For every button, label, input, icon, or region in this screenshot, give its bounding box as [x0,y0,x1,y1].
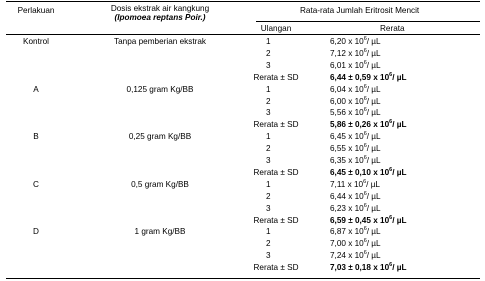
erythrocyte-value: 6,44 x $10^6/$ µL [330,190,381,201]
ulangan-value: 3 [266,203,271,213]
ulangan-value: 1 [266,132,271,142]
summary-value: 6,45 ± 0,10 x $10^6/$ µL [330,166,407,177]
dosis-label: 0,5 gram Kg/BB [131,179,189,189]
ulangan-value: 3 [266,60,271,70]
perlakuan-label: C [33,179,39,189]
perlakuan-label: D [33,227,39,237]
erythrocyte-value: 6,87 x $10^6/$ µL [330,226,381,237]
ulangan-value: 3 [266,156,271,165]
summary-value: 5,86 ± 0,26 x $10^6/$ µL [330,119,407,130]
erythrocyte-value: 6,20 x $10^6/$ µL [330,36,381,46]
perlakuan-label: Kontrol [23,37,49,46]
ulangan-value: 2 [266,144,271,154]
summary-value: 7,03 ± 0,18 x $10^6/$ µL [330,262,407,273]
dosis-label: 0,25 gram Kg/BB [128,132,192,142]
erythrocyte-value: 6,23 x $10^6/$ µL [330,202,381,213]
summary-value: 6,44 ± 0,59 x $10^6/$ µL [330,71,407,82]
summary-value: 6,59 ± 0,45 x $10^6/$ µL [330,214,407,225]
erythrocyte-value: 7,24 x $10^6/$ µL [330,250,381,261]
ulangan-value: 1 [266,84,271,94]
erythrocyte-value: 6,01 x $10^6/$ µL [330,59,381,70]
header-bottom-rule [6,34,480,35]
dosis-label: 1 gram Kg/BB [134,227,186,237]
header-rata-rata: Rata-rata Jumlah Eritrosit Mencit [300,6,420,15]
erythrocyte-value: 5,56 x $10^6/$ µL [330,107,381,118]
ulangan-value: 3 [266,108,271,118]
erythrocyte-value: 6,04 x $10^6/$ µL [330,83,381,94]
erythrocyte-value: 6,55 x $10^6/$ µL [330,143,381,154]
erythrocyte-value: 6,35 x $10^6/$ µL [330,155,381,165]
summary-label: Rerata ± SD [253,120,299,130]
erythrocyte-value: 6,00 x $10^6/$ µL [330,95,381,106]
ulangan-value: 1 [266,227,271,237]
bottom-rule [6,278,480,279]
header-dosis-species: (Ipomoea reptans Poir.) [114,13,206,22]
summary-label: Rerata ± SD [253,263,299,273]
dosis-label: 0,125 gram Kg/BB [126,84,194,94]
ulangan-value: 3 [266,251,271,261]
header-perlakuan: Perlakuan [17,6,55,15]
ulangan-value: 1 [266,37,271,46]
erythrocyte-value: 7,11 x $10^6/$ µL [330,178,380,189]
erythrocyte-value: 6,45 x $10^6/$ µL [330,131,381,142]
summary-label: Rerata ± SD [253,72,299,82]
ulangan-value: 2 [266,48,271,58]
erythrocyte-value: 7,00 x $10^6/$ µL [330,238,381,249]
dosis-label: Tanpa pemberian ekstrak [114,37,206,46]
sub-header-rule [256,21,480,22]
perlakuan-label: B [33,132,39,142]
ulangan-value: 1 [266,179,271,189]
header-ulangan: Ulangan [260,24,292,33]
summary-label: Rerata ± SD [253,167,299,177]
header-dosis: Dosis ekstrak air kangkung [110,4,210,13]
ulangan-value: 2 [266,239,271,249]
top-rule [6,1,480,2]
header-rerata: Rerata [380,24,405,33]
ulangan-value: 2 [266,191,271,201]
ulangan-value: 2 [266,96,271,106]
erythrocyte-value: 7,12 x $10^6/$ µL [330,47,381,58]
perlakuan-label: A [33,84,39,94]
summary-label: Rerata ± SD [253,215,299,225]
